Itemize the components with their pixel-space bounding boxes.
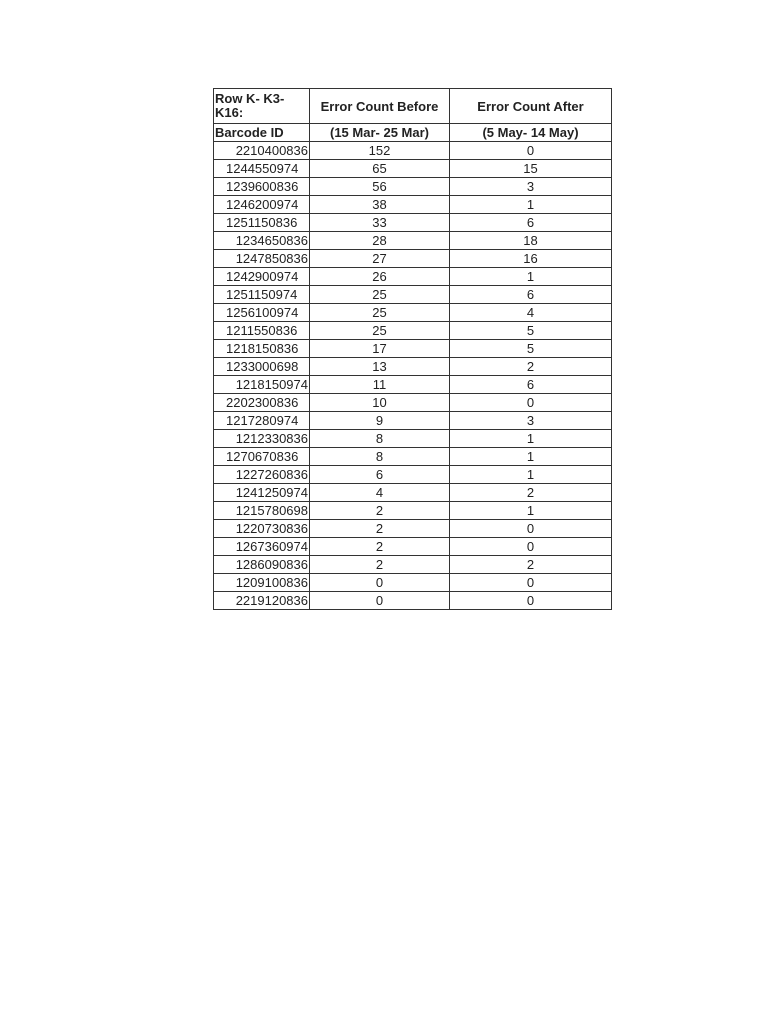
error-count-before-cell: 27 — [310, 250, 450, 268]
error-count-before-cell: 0 — [310, 574, 450, 592]
barcode-cell: 1286090836 — [214, 556, 310, 574]
barcode-cell: 1218150836 — [214, 340, 310, 358]
after-period-label: (5 May- 14 May) — [450, 124, 612, 142]
barcode-cell: 1247850836 — [214, 250, 310, 268]
table-row — [214, 520, 612, 538]
before-column-header: Error Count Before — [310, 89, 450, 124]
error-count-after-cell: 0 — [450, 520, 612, 538]
table-row — [214, 592, 612, 610]
error-count-before-cell: 0 — [310, 592, 450, 610]
error-count-after-cell: 2 — [450, 484, 612, 502]
error-count-after-cell: 2 — [450, 556, 612, 574]
barcode-cell: 1256100974 — [214, 304, 310, 322]
barcode-cell: 1242900974 — [214, 268, 310, 286]
table-row — [214, 376, 612, 394]
barcode-cell: 1270670836 — [214, 448, 310, 466]
table-row — [214, 250, 612, 268]
error-count-after-cell: 6 — [450, 214, 612, 232]
table-row — [214, 322, 612, 340]
barcode-cell: 1234650836 — [214, 232, 310, 250]
error-count-after-cell: 3 — [450, 412, 612, 430]
error-count-after-cell: 5 — [450, 322, 612, 340]
error-count-after-cell: 0 — [450, 142, 612, 160]
barcode-cell: 1217280974 — [214, 412, 310, 430]
error-count-after-cell: 4 — [450, 304, 612, 322]
error-count-after-cell: 1 — [450, 196, 612, 214]
barcode-cell: 2219120836 — [214, 592, 310, 610]
header-row — [214, 89, 612, 124]
error-count-after-cell: 6 — [450, 286, 612, 304]
table-row — [214, 556, 612, 574]
barcode-cell: 1211550836 — [214, 322, 310, 340]
error-count-sheet — [213, 88, 611, 610]
error-count-before-cell: 6 — [310, 466, 450, 484]
barcode-cell: 1251150836 — [214, 214, 310, 232]
barcode-cell: 1267360974 — [214, 538, 310, 556]
error-count-before-cell: 2 — [310, 556, 450, 574]
barcode-cell: 1212330836 — [214, 430, 310, 448]
error-count-after-cell: 0 — [450, 592, 612, 610]
error-count-before-cell: 17 — [310, 340, 450, 358]
error-count-before-cell: 26 — [310, 268, 450, 286]
barcode-cell: 1209100836 — [214, 574, 310, 592]
error-count-before-cell: 56 — [310, 178, 450, 196]
error-count-before-cell: 38 — [310, 196, 450, 214]
barcode-cell: 1215780698 — [214, 502, 310, 520]
barcode-id-header: Barcode ID — [214, 124, 310, 142]
table-row — [214, 502, 612, 520]
table-row — [214, 340, 612, 358]
table-row — [214, 430, 612, 448]
table-row — [214, 268, 612, 286]
barcode-cell: 1241250974 — [214, 484, 310, 502]
subheader-row — [214, 124, 612, 142]
table-row — [214, 412, 612, 430]
barcode-cell: 1239600836 — [214, 178, 310, 196]
error-count-after-cell: 16 — [450, 250, 612, 268]
error-count-before-cell: 65 — [310, 160, 450, 178]
barcode-cell: 1218150974 — [214, 376, 310, 394]
barcode-cell: 2202300836 — [214, 394, 310, 412]
error-count-before-cell: 8 — [310, 430, 450, 448]
table-row — [214, 466, 612, 484]
error-count-after-cell: 5 — [450, 340, 612, 358]
table-row — [214, 286, 612, 304]
barcode-cell: 1244550974 — [214, 160, 310, 178]
barcode-cell: 1246200974 — [214, 196, 310, 214]
error-count-before-cell: 11 — [310, 376, 450, 394]
barcode-cell: 1220730836 — [214, 520, 310, 538]
error-count-after-cell: 15 — [450, 160, 612, 178]
table-row — [214, 448, 612, 466]
table-row — [214, 214, 612, 232]
error-count-after-cell: 6 — [450, 376, 612, 394]
error-count-after-cell: 1 — [450, 502, 612, 520]
table-row — [214, 304, 612, 322]
error-count-after-cell: 1 — [450, 268, 612, 286]
error-count-after-cell: 0 — [450, 394, 612, 412]
barcode-cell: 1251150974 — [214, 286, 310, 304]
table-row — [214, 232, 612, 250]
error-count-before-cell: 2 — [310, 538, 450, 556]
error-count-after-cell: 2 — [450, 358, 612, 376]
error-count-before-cell: 25 — [310, 304, 450, 322]
table-body — [214, 142, 612, 610]
table-row — [214, 574, 612, 592]
error-count-before-cell: 28 — [310, 232, 450, 250]
error-count-after-cell: 1 — [450, 466, 612, 484]
error-count-before-cell: 10 — [310, 394, 450, 412]
before-period-label: (15 Mar- 25 Mar) — [310, 124, 450, 142]
table-row — [214, 178, 612, 196]
table-row — [214, 196, 612, 214]
error-count-after-cell: 0 — [450, 574, 612, 592]
table-row — [214, 538, 612, 556]
error-count-before-cell: 2 — [310, 502, 450, 520]
barcode-cell: 1227260836 — [214, 466, 310, 484]
table-row — [214, 484, 612, 502]
error-count-before-cell: 33 — [310, 214, 450, 232]
error-count-after-cell: 3 — [450, 178, 612, 196]
error-count-after-cell: 18 — [450, 232, 612, 250]
table-row — [214, 394, 612, 412]
barcode-cell: 1233000698 — [214, 358, 310, 376]
error-count-before-cell: 152 — [310, 142, 450, 160]
table-row — [214, 142, 612, 160]
error-count-before-cell: 25 — [310, 322, 450, 340]
table-row — [214, 160, 612, 178]
error-count-before-cell: 9 — [310, 412, 450, 430]
error-count-after-cell: 0 — [450, 538, 612, 556]
row-range-label: Row K- K3-K16: — [214, 89, 310, 124]
after-column-header: Error Count After — [450, 89, 612, 124]
error-count-before-cell: 8 — [310, 448, 450, 466]
error-count-before-cell: 25 — [310, 286, 450, 304]
error-count-before-cell: 4 — [310, 484, 450, 502]
error-count-before-cell: 2 — [310, 520, 450, 538]
table-row — [214, 358, 612, 376]
error-count-after-cell: 1 — [450, 430, 612, 448]
error-count-before-cell: 13 — [310, 358, 450, 376]
error-count-after-cell: 1 — [450, 448, 612, 466]
barcode-cell: 2210400836 — [214, 142, 310, 160]
error-count-table — [213, 88, 612, 610]
